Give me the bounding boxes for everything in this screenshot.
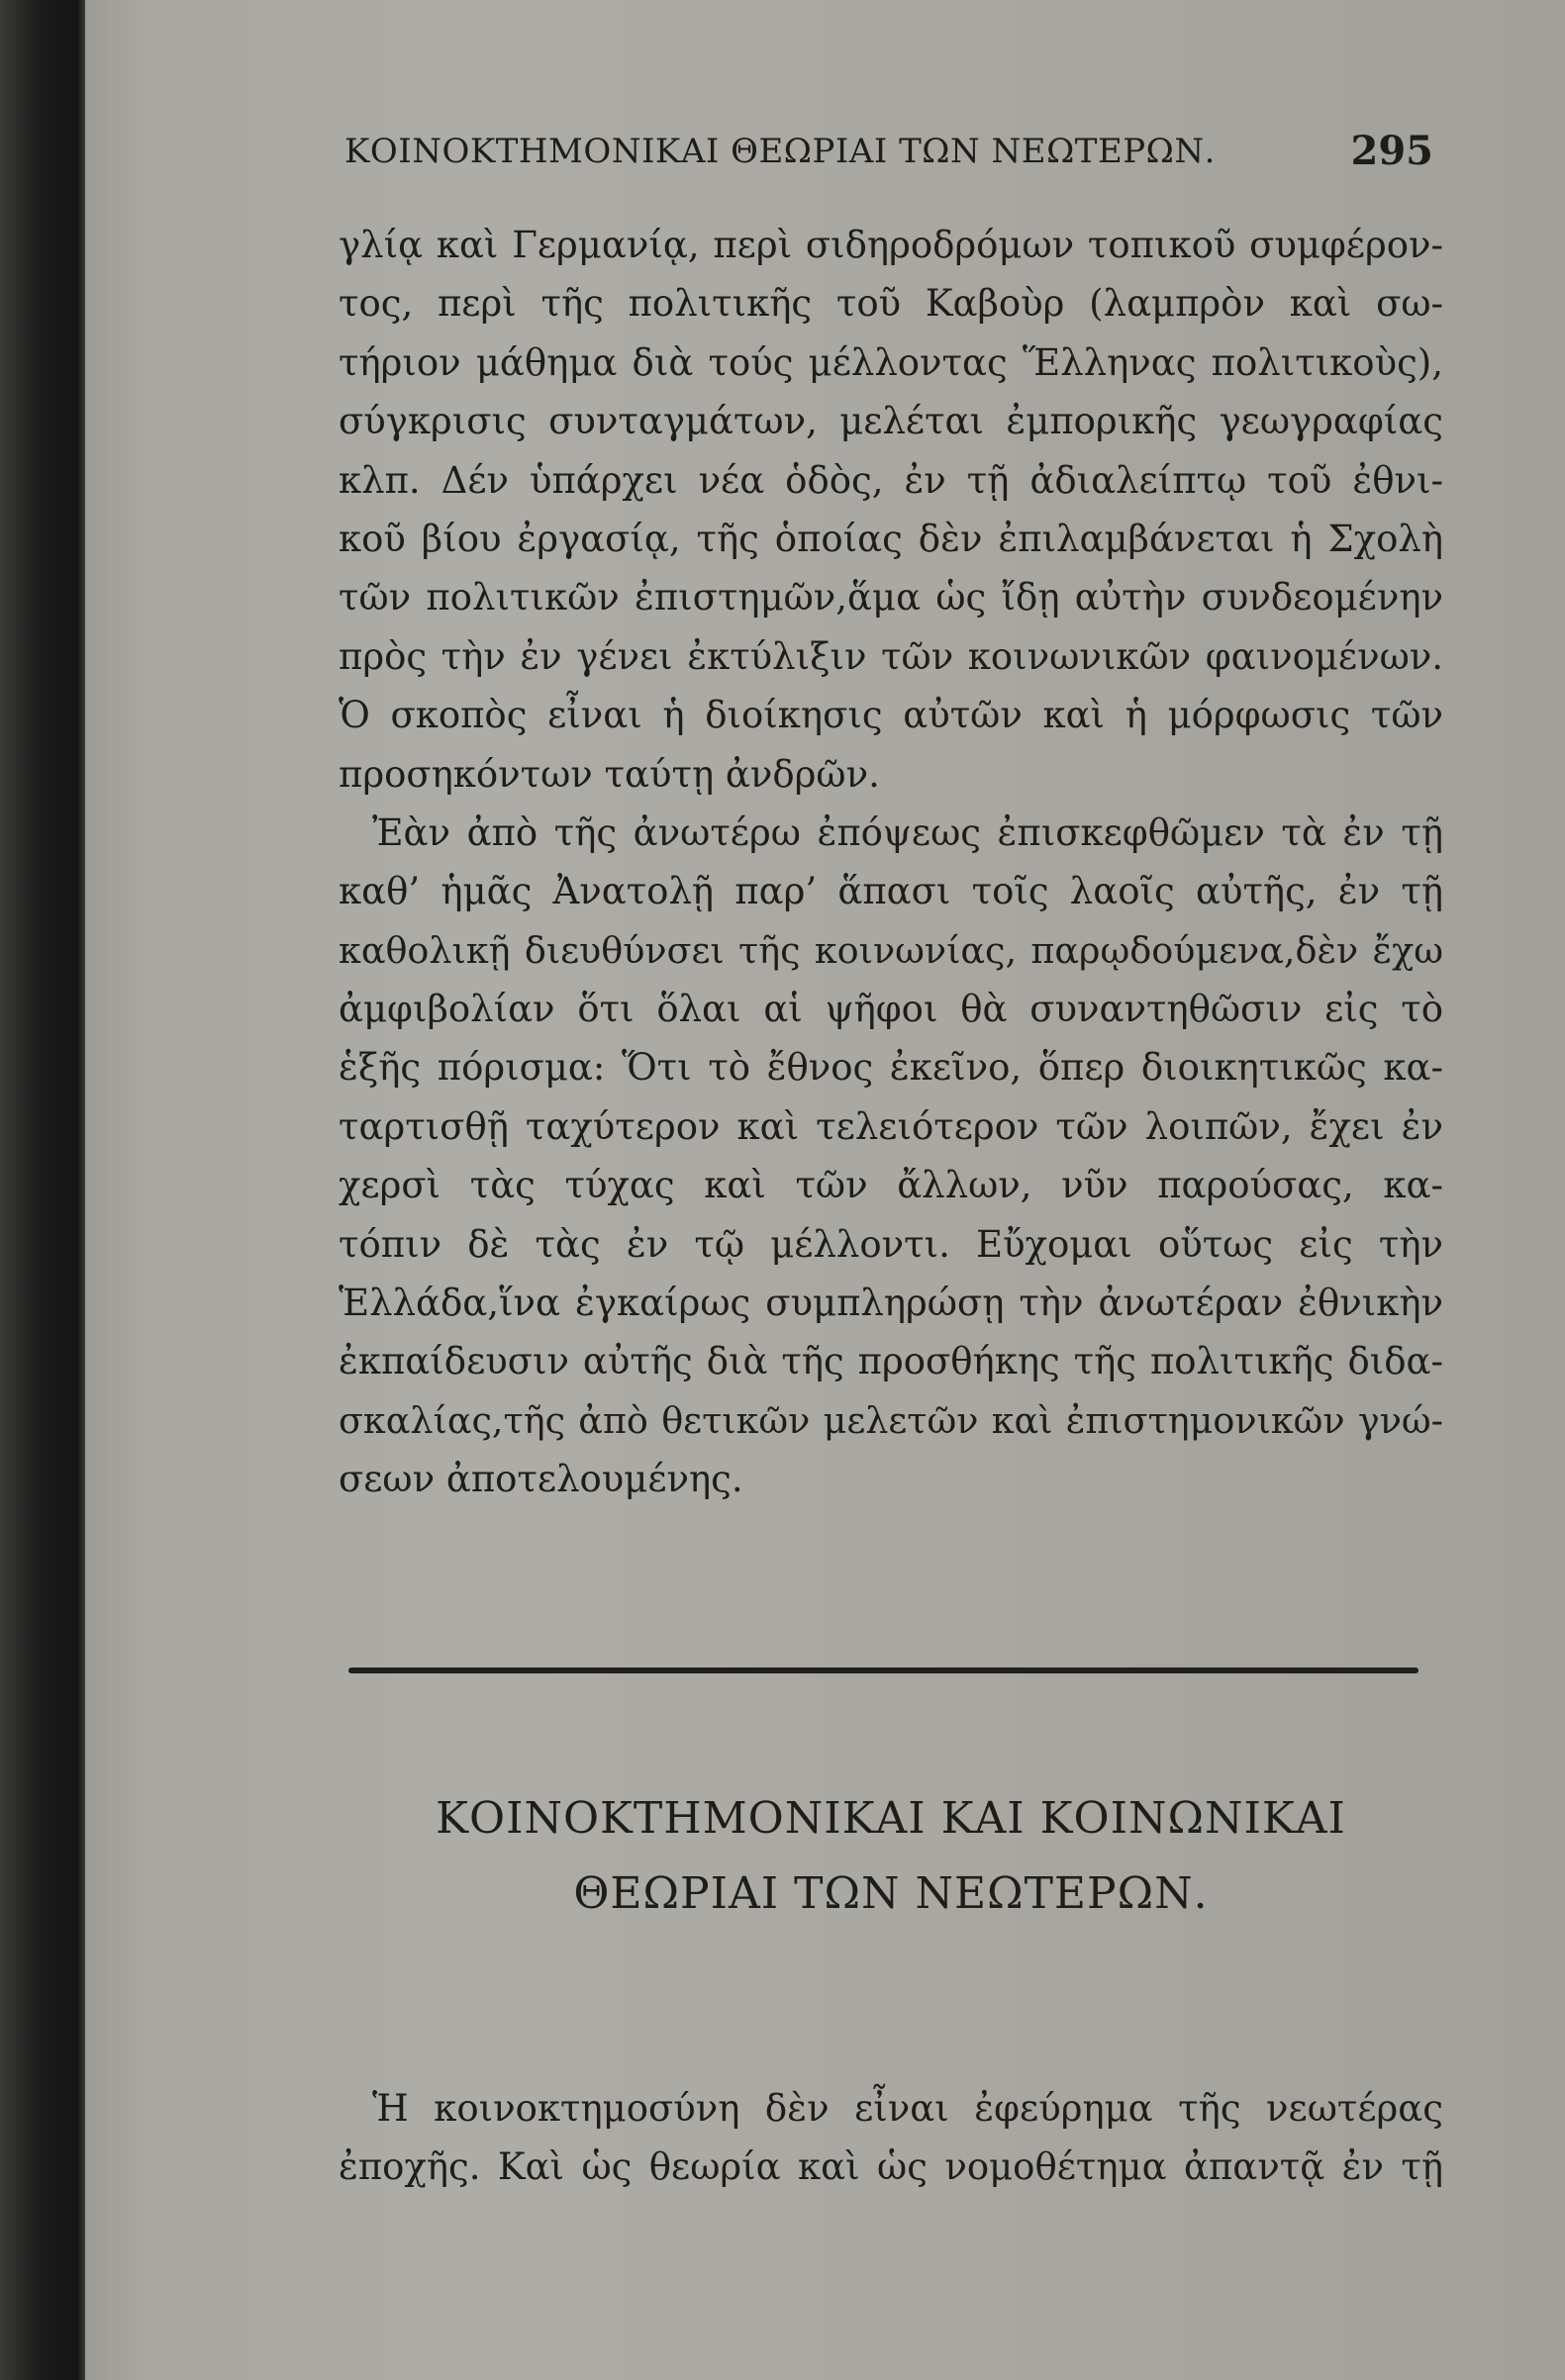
text-line: ἑξῆς πόρισμα: Ὅτι τὸ ἔθνος ἐκεῖνο, ὅπερ διοικητικῶς κα- bbox=[339, 1046, 1443, 1090]
text-line: χερσὶ τὰς τύχας καὶ τῶν ἄλλων, νῦν παρούσας, κα- bbox=[339, 1164, 1443, 1207]
text-line: τῶν πολιτικῶν ἐπιστημῶν,ἅμα ὡς ἴδῃ αὐτὴν συνδεομένην bbox=[339, 576, 1443, 619]
text-line: ταρτισθῇ ταχύτερον καὶ τελειότερον τῶν λοιπῶν, ἔχει ἐν bbox=[339, 1104, 1443, 1148]
section-divider-rule bbox=[348, 1667, 1418, 1673]
text-line: γλίᾳ καὶ Γερμανίᾳ, περὶ σιδηροδρόμων τοπικοῦ συμφέρον- bbox=[339, 224, 1443, 266]
text-line: τος, περὶ τῆς πολιτικῆς τοῦ Καβοὺρ (λαμπρὸν καὶ σω- bbox=[339, 282, 1443, 326]
text-line: Ὁ σκοπὸς εἶναι ἡ διοίκησις αὐτῶν καὶ ἡ μόρφωσις τῶν bbox=[339, 694, 1443, 737]
text-line: Ἑλλάδα,ἵνα ἐγκαίρως συμπληρώσῃ τὴν ἀνωτέραν ἐθνικὴν bbox=[339, 1282, 1443, 1325]
section-text bbox=[339, 2079, 1443, 2197]
text-line: ἐκπαίδευσιν αὐτῆς διὰ τῆς προσθήκης τῆς πολιτικῆς διδα- bbox=[339, 1340, 1443, 1383]
paragraph-first-line: Ἐὰν ἀπὸ τῆς ἀνωτέρω ἐπόψεως ἐπισκεφθῶμεν τὰ ἐν τῇ bbox=[372, 810, 1443, 854]
text-line: προσηκόντων ταύτῃ ἀνδρῶν. bbox=[339, 752, 880, 796]
text-line: ἐποχῆς. Καὶ ὡς θεωρία καὶ ὡς νομοθέτημα ἀπαντᾷ ἐν τῇ bbox=[339, 2145, 1443, 2189]
text-line: πρὸς τὴν ἐν γένει ἐκτύλιξιν τῶν κοινωνικῶν φαινομένων. bbox=[339, 634, 1443, 678]
text-line: καθ’ ἡμᾶς Ἀνατολῇ παρ’ ἅπασι τοῖς λαοῖς αὐτῆς, ἐν τῇ bbox=[339, 870, 1443, 913]
running-head bbox=[344, 128, 1433, 181]
text-line: καθολικῇ διευθύνσει τῆς κοινωνίας, παρῳδούμενα,δὲν ἔχω bbox=[339, 928, 1443, 972]
text-line: σεων ἀποτελουμένης. bbox=[339, 1458, 743, 1501]
text-line: σκαλίας,τῆς ἀπὸ θετικῶν μελετῶν καὶ ἐπιστημονικῶν γνώ- bbox=[339, 1398, 1443, 1442]
book-page bbox=[85, 0, 1565, 2380]
text-line: κοῦ βίου ἐργασίᾳ, τῆς ὁποίας δὲν ἐπιλαμβάνεται ἡ Σχολὴ bbox=[339, 517, 1443, 560]
section-title-line-2: ΘΕΩΡΙΑΙ ΤΩΝ ΝΕΩΤΕΡΩΝ. bbox=[573, 1868, 1209, 1919]
text-line: ἀμφιβολίαν ὅτι ὅλαι αἱ ψῆφοι θὰ συναντηθῶσιν εἰς τὸ bbox=[339, 988, 1443, 1031]
text-line: τήριον μάθημα διὰ τούς μέλλοντας Ἕλληνας πολιτικοὺς), bbox=[339, 340, 1443, 384]
text-line: τόπιν δὲ τὰς ἐν τῷ μέλλοντι. Εὔχομαι οὕτως εἰς τὴν bbox=[339, 1222, 1443, 1266]
body-text bbox=[339, 216, 1443, 1509]
text-line: σύγκρισις συνταγμάτων, μελέται ἐμπορικῆς γεωγραφίας bbox=[339, 400, 1443, 443]
running-head-title: ΚΟΙΝΟΚΤΗΜΟΝΙΚΑΙ ΘΕΩΡΙΑΙ ΤΩΝ ΝΕΩΤΕΡΩΝ. bbox=[344, 132, 1216, 171]
text-line: κλπ. Δέν ὑπάρχει νέα ὁδὸς, ἐν τῇ ἀδιαλείπτῳ τοῦ ἐθνι- bbox=[339, 458, 1443, 502]
book-spine-shadow bbox=[0, 0, 85, 2380]
page-number: 295 bbox=[1350, 128, 1433, 174]
paragraph-first-line: Ἡ κοινοκτημοσύνη δὲν εἶναι ἐφεύρημα τῆς νεωτέρας bbox=[372, 2087, 1443, 2130]
section-title-line-1: ΚΟΙΝΟΚΤΗΜΟΝΙΚΑΙ ΚΑΙ ΚΟΙΝΩΝΙΚΑΙ bbox=[436, 1793, 1346, 1844]
